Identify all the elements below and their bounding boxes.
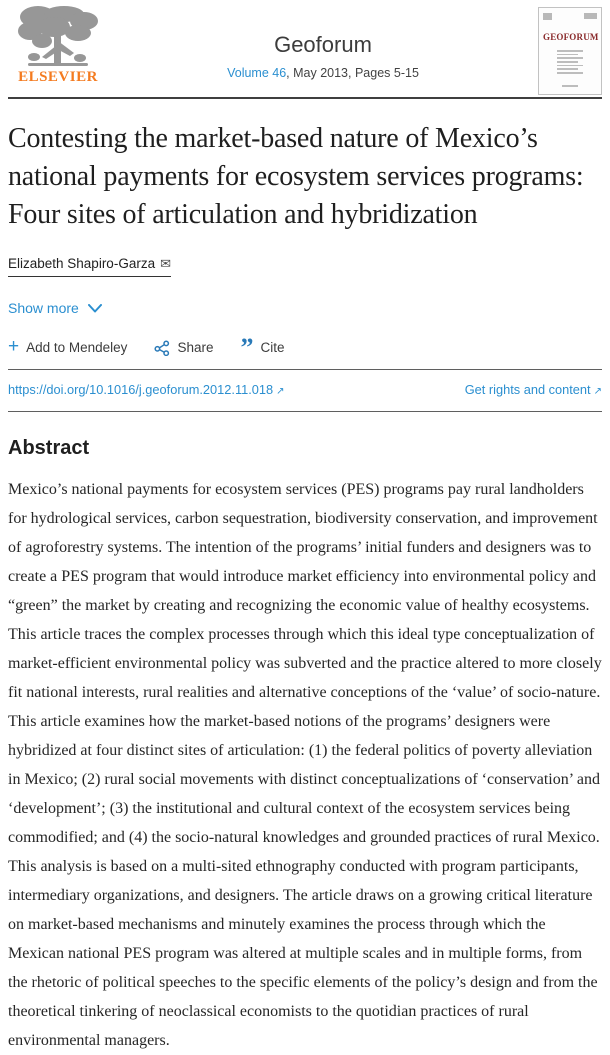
plus-icon: + [8,336,20,357]
elsevier-tree-icon [16,5,100,71]
header-divider [8,97,602,99]
journal-cover-thumbnail[interactable] [538,7,602,95]
doi-divider [8,411,602,412]
cover-title: GEOFORUM [543,32,599,42]
abstract-heading: Abstract [8,437,90,459]
share-label: Share [177,340,214,355]
share-button[interactable] [154,340,213,356]
doi-link[interactable]: https://doi.org/10.1016/j.geoforum.2012.11.018 [8,382,274,397]
author-name: Elizabeth Shapiro-Garza [8,256,156,271]
journal-heading [108,5,538,80]
cover-text-lines [557,50,583,74]
share-icon [154,340,170,356]
elsevier-logo[interactable] [8,5,108,86]
article-title: Contesting the market-based nature of Mexico’s national payments for ecosystem services programs: Four sites of articulation and hybridization [8,123,584,230]
elsevier-wordmark: ELSEVIER [18,69,98,85]
show-more-label: Show more [8,300,79,316]
cite-button[interactable] [240,333,285,362]
email-icon: ✉ [160,256,171,271]
external-link-icon: ↗ [276,386,285,397]
chevron-down-icon [88,304,102,313]
external-link-icon: ↗ [593,386,602,397]
author-button[interactable] [8,256,171,277]
action-toolbar [8,333,602,362]
quote-icon: ” [240,333,254,362]
author-row [8,255,602,277]
issue-info: , May 2013, Pages 5-15 [286,66,419,80]
cover-footer-mark [562,85,578,87]
abstract-text: Mexico’s national payments for ecosystem services (PES) programs pay rural landholders for hydrological services, carbon sequestration, biodiversity conservation, and improvement of agroforestry systems. The intention of the programs’ initial funders and designers was to create a PES program that would introduce market efficiency into environmental policy and “green” the market by creating and recognizing the economic value of healthy ecosystems. This article traces the complex processes through which this ideal type conceptualization of market-efficient environmental policy was subverted and the practice altered to more closely fit national interests, rural realities and alternative conceptions of the ‘value’ of socio-nature. This article examines how the market-based notions of the programs’ designers were hybridized at four distinct sites of articulation: (1) the federal politics of poverty alleviation in Mexico; (2) rural social movements with distinct conceptualizations of ‘conservation’ and ‘development’; (3) the institutional and cultural context of the ecosystem services being commodified; and (4) the socio-natural knowledges and grounded practices of rural Mexico. This analysis is based on a multi-sited ethnography conducted with program participants, intermediary organizations, and designers. The article draws on a growing critical literature on market-based mechanisms and minutely examines the process through which the Mexican national PES program was altered at multiple scales and in multiple forms, from the rhetoric of political speeches to the specific elements of the policy’s design and from the theoretical tinkering of neoclassical economists to the quotidian practices of rural environmental managers. [8,481,602,1049]
doi-row [8,370,602,411]
cover-mark-left [543,13,552,20]
cover-mark-right [584,13,597,19]
show-more-button[interactable] [8,300,102,316]
add-to-mendeley-button[interactable] [8,336,128,357]
cover-top-marks [543,13,597,20]
cite-label: Cite [260,340,285,355]
journal-issue-line [108,66,538,80]
journal-banner [8,0,602,97]
volume-link[interactable]: Volume 46 [227,66,287,80]
journal-title-link[interactable]: Geoforum [274,32,372,57]
mendeley-label: Add to Mendeley [26,340,128,355]
rights-and-content-link[interactable]: Get rights and content [464,382,591,397]
